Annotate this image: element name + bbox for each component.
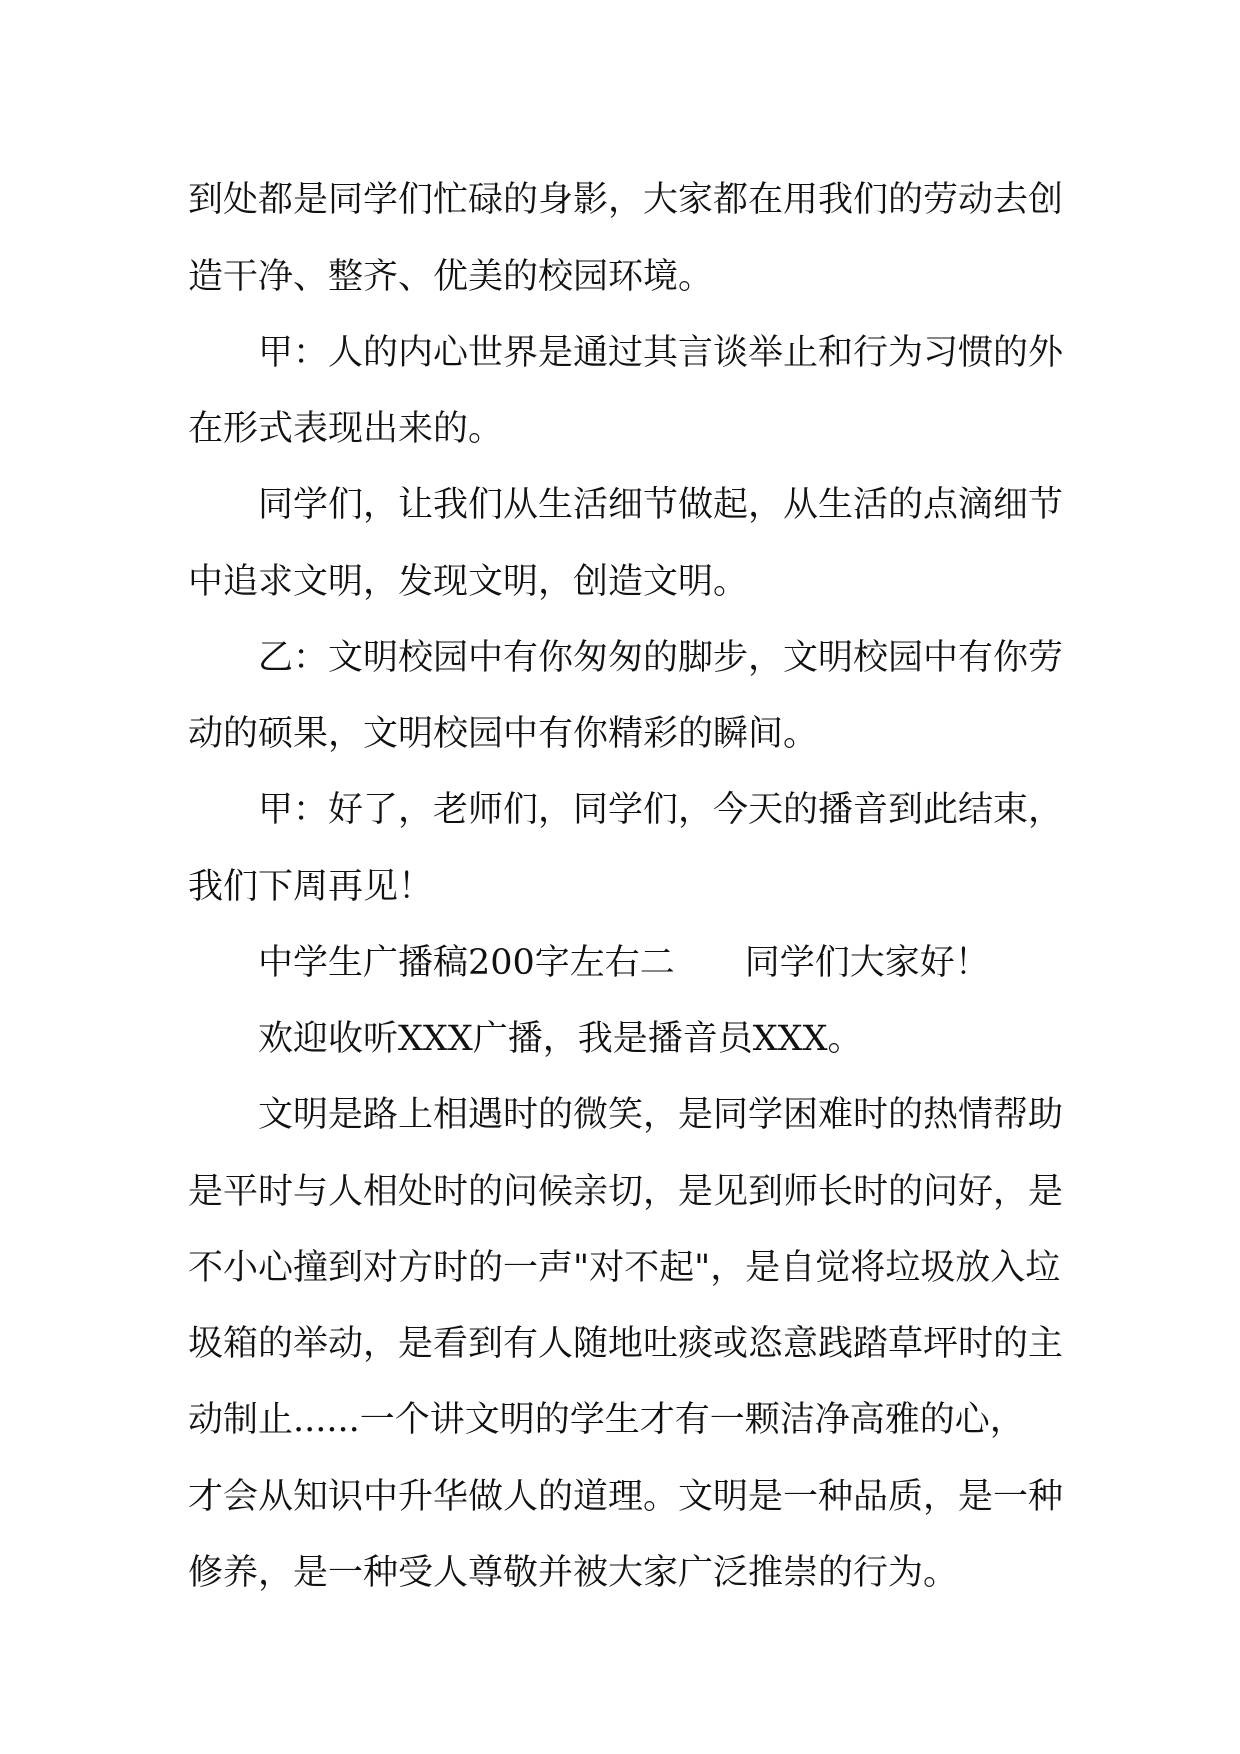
text-line: 甲：人的内心世界是通过其言谈举止和行为习惯的外 (258, 333, 1064, 373)
text-line: 中追求文明，发现文明，创造文明。 (188, 562, 749, 602)
text-line: 乙：文明校园中有你匆匆的脚步，文明校园中有你劳 (258, 638, 1064, 678)
text-line: 欢迎收听XXX广播，我是播音员XXX。 (258, 1019, 863, 1059)
section-title-line: 中学生广播稿200字左右二 同学们大家好！ (258, 943, 990, 983)
text-line: 在形式表现出来的。 (188, 409, 504, 449)
text-line: 造干净、整齐、优美的校园环境。 (188, 257, 714, 297)
text-line: 才会从知识中升华做人的道理。文明是一种品质，是一种 (188, 1477, 1064, 1517)
text-line: 同学们，让我们从生活细节做起，从生活的点滴细节 (258, 485, 1064, 525)
text-line: 动的硕果，文明校园中有你精彩的瞬间。 (188, 714, 819, 754)
text-line: 动制止......一个讲文明的学生才有一颗洁净高雅的心， (188, 1400, 1025, 1440)
text-line: 我们下周再见！ (188, 867, 434, 907)
text-line: 是平时与人相处时的问候亲切，是见到师长时的问好，是 (188, 1172, 1064, 1212)
text-line: 到处都是同学们忙碌的身影，大家都在用我们的劳动去创 (188, 180, 1064, 220)
text-line: 文明是路上相遇时的微笑，是同学困难时的热情帮助 (258, 1095, 1064, 1135)
text-line: 不小心撞到对方时的一声"对不起"，是自觉将垃圾放入垃 (188, 1248, 1061, 1288)
text-line: 圾箱的举动，是看到有人随地吐痰或恣意践踏草坪时的主 (188, 1324, 1064, 1364)
text-line: 修养，是一种受人尊敬并被大家广泛推崇的行为。 (188, 1553, 959, 1593)
text-line: 甲：好了，老师们，同学们，今天的播音到此结束， (258, 790, 1064, 830)
